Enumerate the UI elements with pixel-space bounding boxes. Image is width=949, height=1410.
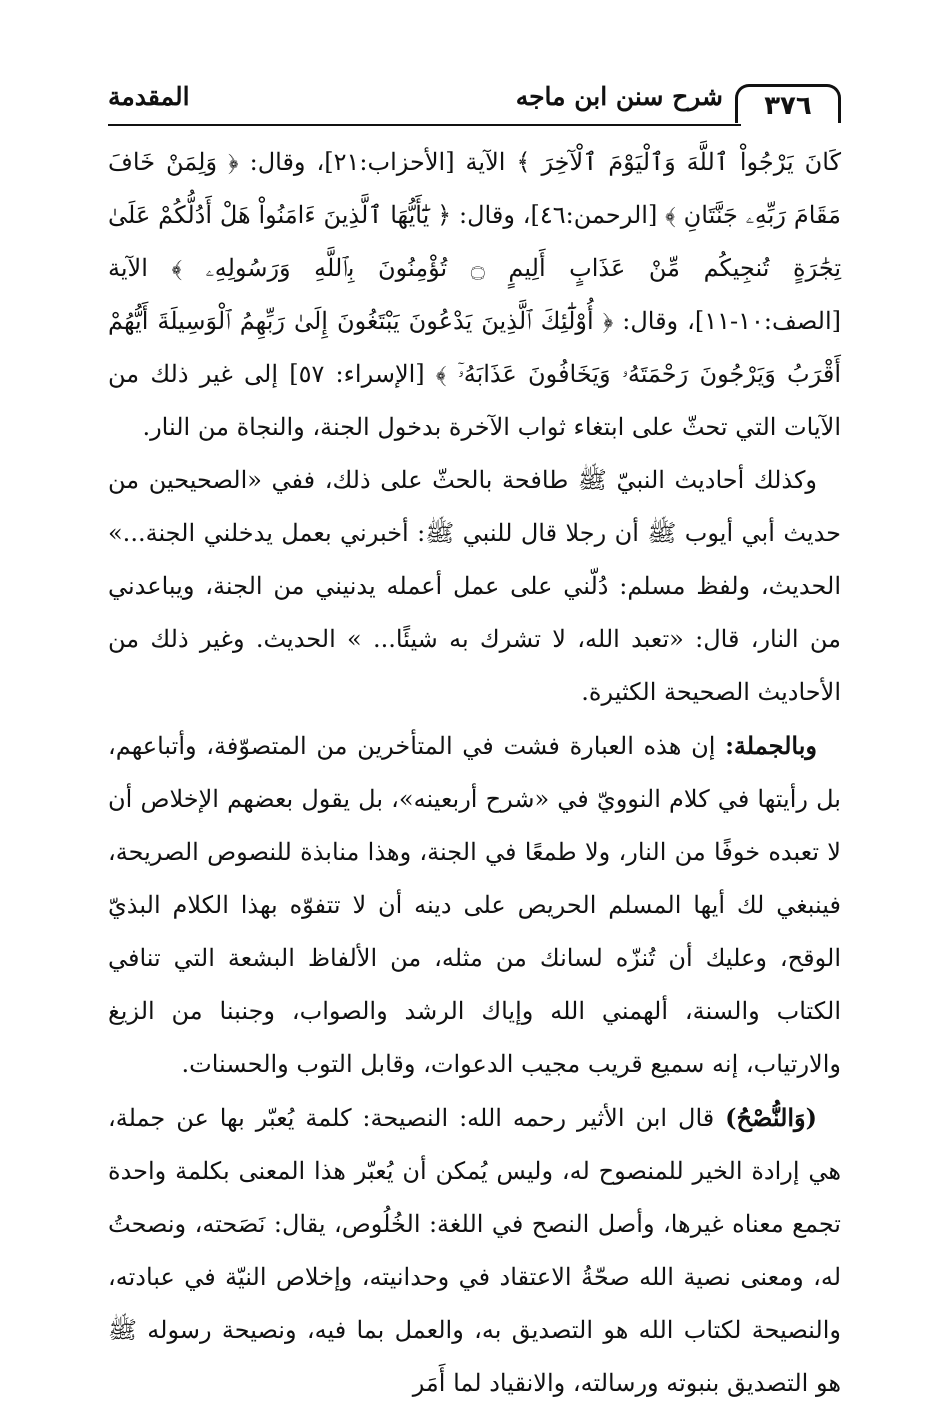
paragraph-3 — [108, 719, 841, 1091]
book-title: شرح سنن ابن ماجه — [515, 82, 723, 111]
paragraph-lead: (وَالنُّصْحُ) — [725, 1103, 817, 1132]
paragraph-2 — [108, 454, 841, 719]
paragraph-text: وكذلك أحاديث النبيّ ﷺ طافحة بالحثّ على ذلك، ففي «الصحيحين من حديث أبي أيوب ﷺ أن رجلا قال للنبي ﷺ: أخبرني بعمل يدخلني الجنة...» الحديث، ولفظ مسلم: دُلّني على عمل أعمله يدنيني من الجنة، ويباعدني من النار، قال: «تعبد الله، لا تشرك به شيئًا... » الحديث. وغير ذلك من الأحاديث الصحيحة الكثيرة. — [108, 466, 841, 706]
paragraph-text: كَانَ يَرْجُواْ ٱللَّهَ وَٱلْيَوْمَ ٱلْآخِرَ ﴾ الآية [الأحزاب:٢١]، وقال: ﴿ وَلِمَنْ خَافَ مَقَامَ رَبِّهِۦ جَنَّتَانِ ﴾ [الرحمن:٤٦]، وقال: ﴿ يَٰٓأَيُّهَا ٱلَّذِينَ ءَامَنُواْ هَلْ أَدُلُّكُمْ عَلَىٰ تِجَٰرَةٍ تُنجِيكُم مِّنْ عَذَابٍ أَلِيمٍ ۝ تُؤْمِنُونَ بِٱللَّهِ وَرَسُولِهِۦ ﴾ الآية [الصف:١٠-١١]، وقال: ﴿ أُوْلَٰٓئِكَ ٱلَّذِينَ يَدْعُونَ يَبْتَغُونَ إِلَىٰ رَبِّهِمُ ٱلْوَسِيلَةَ أَيُّهُمْ أَقْرَبُ وَيَرْجُونَ رَحْمَتَهُۥ وَيَخَافُونَ عَذَابَهُۥٓ ﴾ [الإسراء: ٥٧] إلى غير ذلك من الآيات التي تحثّ على ابتغاء ثواب الآخرة بدخول الجنة، والنجاة من النار. — [108, 148, 842, 441]
page-header — [108, 80, 841, 128]
chapter-title: المقدمة — [108, 82, 190, 111]
header-rule — [108, 124, 741, 126]
paragraph-lead: وبالجملة: — [725, 731, 817, 760]
page-body — [108, 136, 841, 1410]
paragraph-text: قال ابن الأثير رحمه الله: النصيحة: كلمة يُعبّر بها عن جملة، هي إرادة الخير للمنصوح له، وليس يُمكن أن يُعبّر هذا المعنى بكلمة واحدة تجمع معناه غيرها، وأصل النصح في اللغة: الخُلُوص، يقال: نَصَحته، ونصحتُ له، ومعنى نصية الله صحّةُ الاعتقاد في وحدانيته، وإخلاص النيّة في عبادته، والنصيحة لكتاب الله هو التصديق به، والعمل بما فيه، ونصيحة رسوله ﷺ هو التصديق بنبوته ورسالته، والانقياد لما أَمَر — [108, 1104, 841, 1397]
paragraph-1 — [108, 136, 841, 454]
paragraph-text: إن هذه العبارة فشت في المتأخرين من المتصوّفة، وأتباعهم، بل رأيتها في كلام النوويّ في «شرح أربعينه»، بل يقول بعضهم الإخلاص أن لا تعبده خوفًا من النار، ولا طمعًا في الجنة، وهذا منابذة للنصوص الصريحة، فينبغي لك أيها المسلم الحريص على دينه أن لا تتفوّه بهذا الكلام البذيّ الوقح، وعليك أن تُنزّه لسانك من مثله، من الألفاظ البشعة التي تنافي الكتاب والسنة، ألهمني الله وإياك الرشد والصواب، وجنبنا من الزيغ والارتياب، إنه سميع قريب مجيب الدعوات، وقابل التوب والحسنات. — [108, 732, 841, 1078]
page-number: ٣٧٦ — [735, 84, 841, 123]
paragraph-4 — [108, 1091, 841, 1410]
